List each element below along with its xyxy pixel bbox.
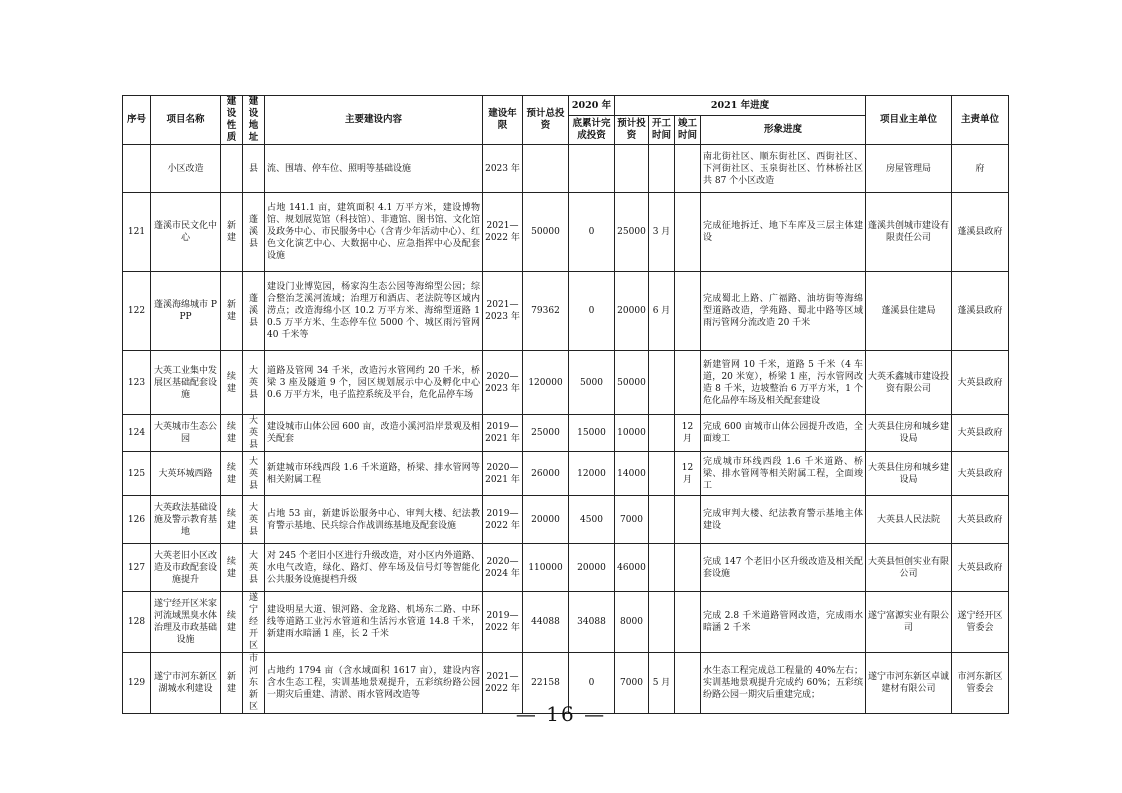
cell-owner: 蓬溪县住建局 (866, 272, 952, 351)
header-image-progress: 形象进度 (701, 116, 866, 145)
cell-location: 蓬溪县 (243, 193, 265, 272)
cell-responsible: 大英县政府 (952, 496, 1009, 544)
cell-progress: 完成征地拆迁、地下车库及三层主体建设 (701, 193, 866, 272)
cell-location: 大英县 (243, 496, 265, 544)
header-content: 主要建设内容 (265, 96, 483, 145)
cell-period: 2020—2023 年 (483, 351, 523, 415)
cell-owner: 大英禾鑫城市建设投资有限公司 (866, 351, 952, 415)
project-table-sheet (122, 95, 1008, 714)
cell-plan: 25000 (615, 193, 649, 272)
cell-period: 2019—2022 年 (483, 496, 523, 544)
cell-content: 流、围墙、停车位、照明等基础设施 (265, 145, 483, 193)
cell-cum: 12000 (569, 452, 615, 496)
cell-seq: 129 (123, 653, 151, 714)
header-cum-2020-group: 2020 年 (569, 96, 615, 116)
table-row (123, 193, 1009, 272)
cell-start (649, 145, 675, 193)
cell-cum: 0 (569, 653, 615, 714)
header-seq: 序号 (123, 96, 151, 145)
cell-plan: 7000 (615, 653, 649, 714)
cell-nature: 续建 (221, 592, 243, 653)
cell-seq (123, 145, 151, 193)
cell-owner: 遂宁市河东新区卓诚建材有限公司 (866, 653, 952, 714)
cell-responsible: 遂宁经开区管委会 (952, 592, 1009, 653)
cell-name: 大英城市生态公园 (151, 415, 221, 452)
cell-name: 大英工业集中发展区基础配套设施 (151, 351, 221, 415)
cell-cum (569, 145, 615, 193)
cell-owner: 大英县住房和城乡建设局 (866, 415, 952, 452)
cell-total: 25000 (523, 415, 569, 452)
cell-owner: 大英县人民法院 (866, 496, 952, 544)
cell-nature: 续建 (221, 496, 243, 544)
cell-end (675, 193, 701, 272)
cell-name: 大英政法基础设施及警示教育基地 (151, 496, 221, 544)
project-table (122, 95, 1009, 714)
cell-total: 20000 (523, 496, 569, 544)
cell-responsible: 蓬溪县政府 (952, 193, 1009, 272)
cell-progress: 南北街社区、顺东街社区、西街社区、下河街社区、玉泉街社区、竹林桥社区共 87 个小区改造 (701, 145, 866, 193)
header-plan-investment: 预计投资 (615, 116, 649, 145)
cell-nature: 续建 (221, 452, 243, 496)
cell-name: 遂宁经开区米家河流域黑臭水体治理及市政基础设施 (151, 592, 221, 653)
table-row (123, 592, 1009, 653)
table-row (123, 145, 1009, 193)
cell-total: 120000 (523, 351, 569, 415)
cell-location: 大英县 (243, 351, 265, 415)
cell-nature: 续建 (221, 415, 243, 452)
cell-cum: 15000 (569, 415, 615, 452)
cell-owner: 蓬溪共创城市建设有限责任公司 (866, 193, 952, 272)
cell-start (649, 592, 675, 653)
cell-total: 22158 (523, 653, 569, 714)
cell-period: 2020—2024 年 (483, 544, 523, 592)
cell-content: 道路及管网 34 千米，改造污水管网约 20 千米，桥梁 3 座及隧道 9 个，园区规划展示中心及孵化中心 0.6 万平方米，电子监控系统及平台，危化品停车场 (265, 351, 483, 415)
cell-responsible: 大英县政府 (952, 452, 1009, 496)
cell-progress: 新建管网 10 千米，道路 5 千米（4 车道，20 米宽），桥梁 1 座，污水管网改造 8 千米，边坡整治 6 万平方米，1 个危化品停车场及相关配套建设 (701, 351, 866, 415)
table-row (123, 452, 1009, 496)
cell-name: 蓬溪海绵城市 PPP (151, 272, 221, 351)
cell-start (649, 544, 675, 592)
cell-period: 2021—2022 年 (483, 653, 523, 714)
cell-period: 2020—2021 年 (483, 452, 523, 496)
cell-plan: 46000 (615, 544, 649, 592)
cell-period: 2021—2022 年 (483, 193, 523, 272)
cell-end (675, 272, 701, 351)
cell-seq: 123 (123, 351, 151, 415)
cell-cum: 5000 (569, 351, 615, 415)
header-period: 建设年限 (483, 96, 523, 145)
cell-location: 大英县 (243, 415, 265, 452)
cell-total (523, 145, 569, 193)
cell-total: 26000 (523, 452, 569, 496)
cell-responsible: 大英县政府 (952, 544, 1009, 592)
cell-nature: 新建 (221, 653, 243, 714)
cell-end (675, 145, 701, 193)
table-header (123, 96, 1009, 145)
cell-nature (221, 145, 243, 193)
header-responsible: 主责单位 (952, 96, 1009, 145)
cell-responsible: 府 (952, 145, 1009, 193)
cell-plan (615, 145, 649, 193)
cell-content: 占地约 1794 亩（含水域面积 1617 亩），建设内容含水生态工程，实训基地景观提升，五彩缤纷路公园一期灾后重建、清淤、雨水管网改造等 (265, 653, 483, 714)
cell-progress: 完成蜀北上路、广福路、油坊街等海绵型道路改造，学苑路、蜀北中路等区域雨污管网分流改造 20 千米 (701, 272, 866, 351)
cell-seq: 121 (123, 193, 151, 272)
cell-content: 建设明星大道、银河路、金龙路、机场东二路、中环线等道路工业污水管道和生活污水管道 14.8 千米，新建雨水暗涵 1 座，长 2 千米 (265, 592, 483, 653)
header-start-time: 开工时间 (649, 116, 675, 145)
cell-seq: 125 (123, 452, 151, 496)
cell-plan: 14000 (615, 452, 649, 496)
cell-start (649, 415, 675, 452)
cell-cum: 20000 (569, 544, 615, 592)
cell-total: 110000 (523, 544, 569, 592)
cell-content: 占地 141.1 亩，建筑面积 4.1 万平方米，建设博物馆、规划展览馆（科技馆）、非遗馆、图书馆、文化馆及政务中心、市民服务中心（含青少年活动中心）、红色文化演艺中心、大数据中心、应急指挥中心及配套设施 (265, 193, 483, 272)
header-end-time: 竣工时间 (675, 116, 701, 145)
cell-name: 小区改造 (151, 145, 221, 193)
cell-nature: 新建 (221, 272, 243, 351)
header-location: 建设地址 (243, 96, 265, 145)
cell-end (675, 496, 701, 544)
table-row (123, 415, 1009, 452)
table-body (123, 145, 1009, 714)
cell-seq: 122 (123, 272, 151, 351)
cell-location: 县 (243, 145, 265, 193)
cell-nature: 续建 (221, 351, 243, 415)
cell-seq: 126 (123, 496, 151, 544)
cell-content: 新建城市环线西段 1.6 千米道路，桥梁、排水管网等相关附属工程 (265, 452, 483, 496)
cell-end: 12 月 (675, 452, 701, 496)
cell-start: 3 月 (649, 193, 675, 272)
header-name: 项目名称 (151, 96, 221, 145)
cell-plan: 10000 (615, 415, 649, 452)
cell-name: 大英老旧小区改造及市政配套设施提升 (151, 544, 221, 592)
cell-nature: 续建 (221, 544, 243, 592)
cell-location: 遂宁经开区 (243, 592, 265, 653)
cell-owner: 大英县恒创实业有限公司 (866, 544, 952, 592)
cell-location: 大英县 (243, 452, 265, 496)
header-owner: 项目业主单位 (866, 96, 952, 145)
table-row (123, 544, 1009, 592)
cell-owner: 房屋管理局 (866, 145, 952, 193)
cell-period: 2023 年 (483, 145, 523, 193)
cell-seq: 124 (123, 415, 151, 452)
cell-location: 大英县 (243, 544, 265, 592)
cell-plan: 8000 (615, 592, 649, 653)
cell-owner: 遂宁富源实业有限公司 (866, 592, 952, 653)
header-cum-2020: 底累计完成投资 (569, 116, 615, 145)
cell-content: 建设城市山体公园 600 亩，改造小溪河沿岸景观及相关配套 (265, 415, 483, 452)
cell-location: 市河东新区 (243, 653, 265, 714)
cell-name: 遂宁市河东新区湖城水利建设 (151, 653, 221, 714)
cell-responsible: 大英县政府 (952, 351, 1009, 415)
cell-start: 6 月 (649, 272, 675, 351)
cell-total: 50000 (523, 193, 569, 272)
cell-end (675, 351, 701, 415)
cell-cum: 0 (569, 193, 615, 272)
cell-content: 对 245 个老旧小区进行升级改造，对小区内外道路、水电气改造，绿化、路灯、停车场及信号灯等智能化公共服务设施提档升级 (265, 544, 483, 592)
cell-location: 蓬溪县 (243, 272, 265, 351)
cell-total: 79362 (523, 272, 569, 351)
cell-responsible: 大英县政府 (952, 415, 1009, 452)
cell-nature: 新建 (221, 193, 243, 272)
cell-progress: 水生态工程完成总工程量的 40%左右；实训基地景观提升完成约 60%；五彩缤纷路公园一期灾后重建完成； (701, 653, 866, 714)
cell-period: 2019—2022 年 (483, 592, 523, 653)
cell-cum: 0 (569, 272, 615, 351)
cell-start (649, 452, 675, 496)
cell-start (649, 496, 675, 544)
cell-content: 建设门业博览园，杨家沟生态公园等海绵型公园；综合整治芝溪河流域；治理万和酒店、老法院等区域内涝点；改造海绵小区 10.2 万平方米、海绵型道路 10.5 万平方米、生态停车位 5000 个、城区雨污管网 40 千米等 (265, 272, 483, 351)
cell-seq: 127 (123, 544, 151, 592)
table-row (123, 272, 1009, 351)
cell-plan: 7000 (615, 496, 649, 544)
cell-name: 蓬溪市民文化中心 (151, 193, 221, 272)
header-total-investment: 预计总投资 (523, 96, 569, 145)
cell-responsible: 蓬溪县政府 (952, 272, 1009, 351)
cell-progress: 完成 600 亩城市山体公园提升改造，全面竣工 (701, 415, 866, 452)
cell-cum: 34088 (569, 592, 615, 653)
cell-seq: 128 (123, 592, 151, 653)
cell-total: 44088 (523, 592, 569, 653)
table-row (123, 496, 1009, 544)
cell-end: 12 月 (675, 415, 701, 452)
cell-progress: 完成审判大楼、纪法教育警示基地主体建设 (701, 496, 866, 544)
cell-cum: 4500 (569, 496, 615, 544)
cell-progress: 完成 2.8 千米道路管网改造，完成雨水暗涵 2 千米 (701, 592, 866, 653)
cell-responsible: 市河东新区管委会 (952, 653, 1009, 714)
cell-period: 2019—2021 年 (483, 415, 523, 452)
cell-owner: 大英县住房和城乡建设局 (866, 452, 952, 496)
cell-progress: 完成 147 个老旧小区升级改造及相关配套设施 (701, 544, 866, 592)
cell-end (675, 544, 701, 592)
cell-plan: 50000 (615, 351, 649, 415)
cell-start: 5 月 (649, 653, 675, 714)
header-progress-2021: 2021 年进度 (615, 96, 866, 116)
cell-progress: 完成城市环线西段 1.6 千米道路、桥梁、排水管网等相关附属工程，全面竣工 (701, 452, 866, 496)
cell-name: 大英环城西路 (151, 452, 221, 496)
cell-end (675, 592, 701, 653)
cell-start (649, 351, 675, 415)
table-row (123, 351, 1009, 415)
cell-period: 2021—2023 年 (483, 272, 523, 351)
cell-plan: 20000 (615, 272, 649, 351)
header-nature: 建设性质 (221, 96, 243, 145)
page-number: — 16 — (515, 702, 607, 726)
cell-content: 占地 53 亩，新建诉讼服务中心、审判大楼、纪法教育警示基地、民兵综合作战训练基地及配套设施 (265, 496, 483, 544)
